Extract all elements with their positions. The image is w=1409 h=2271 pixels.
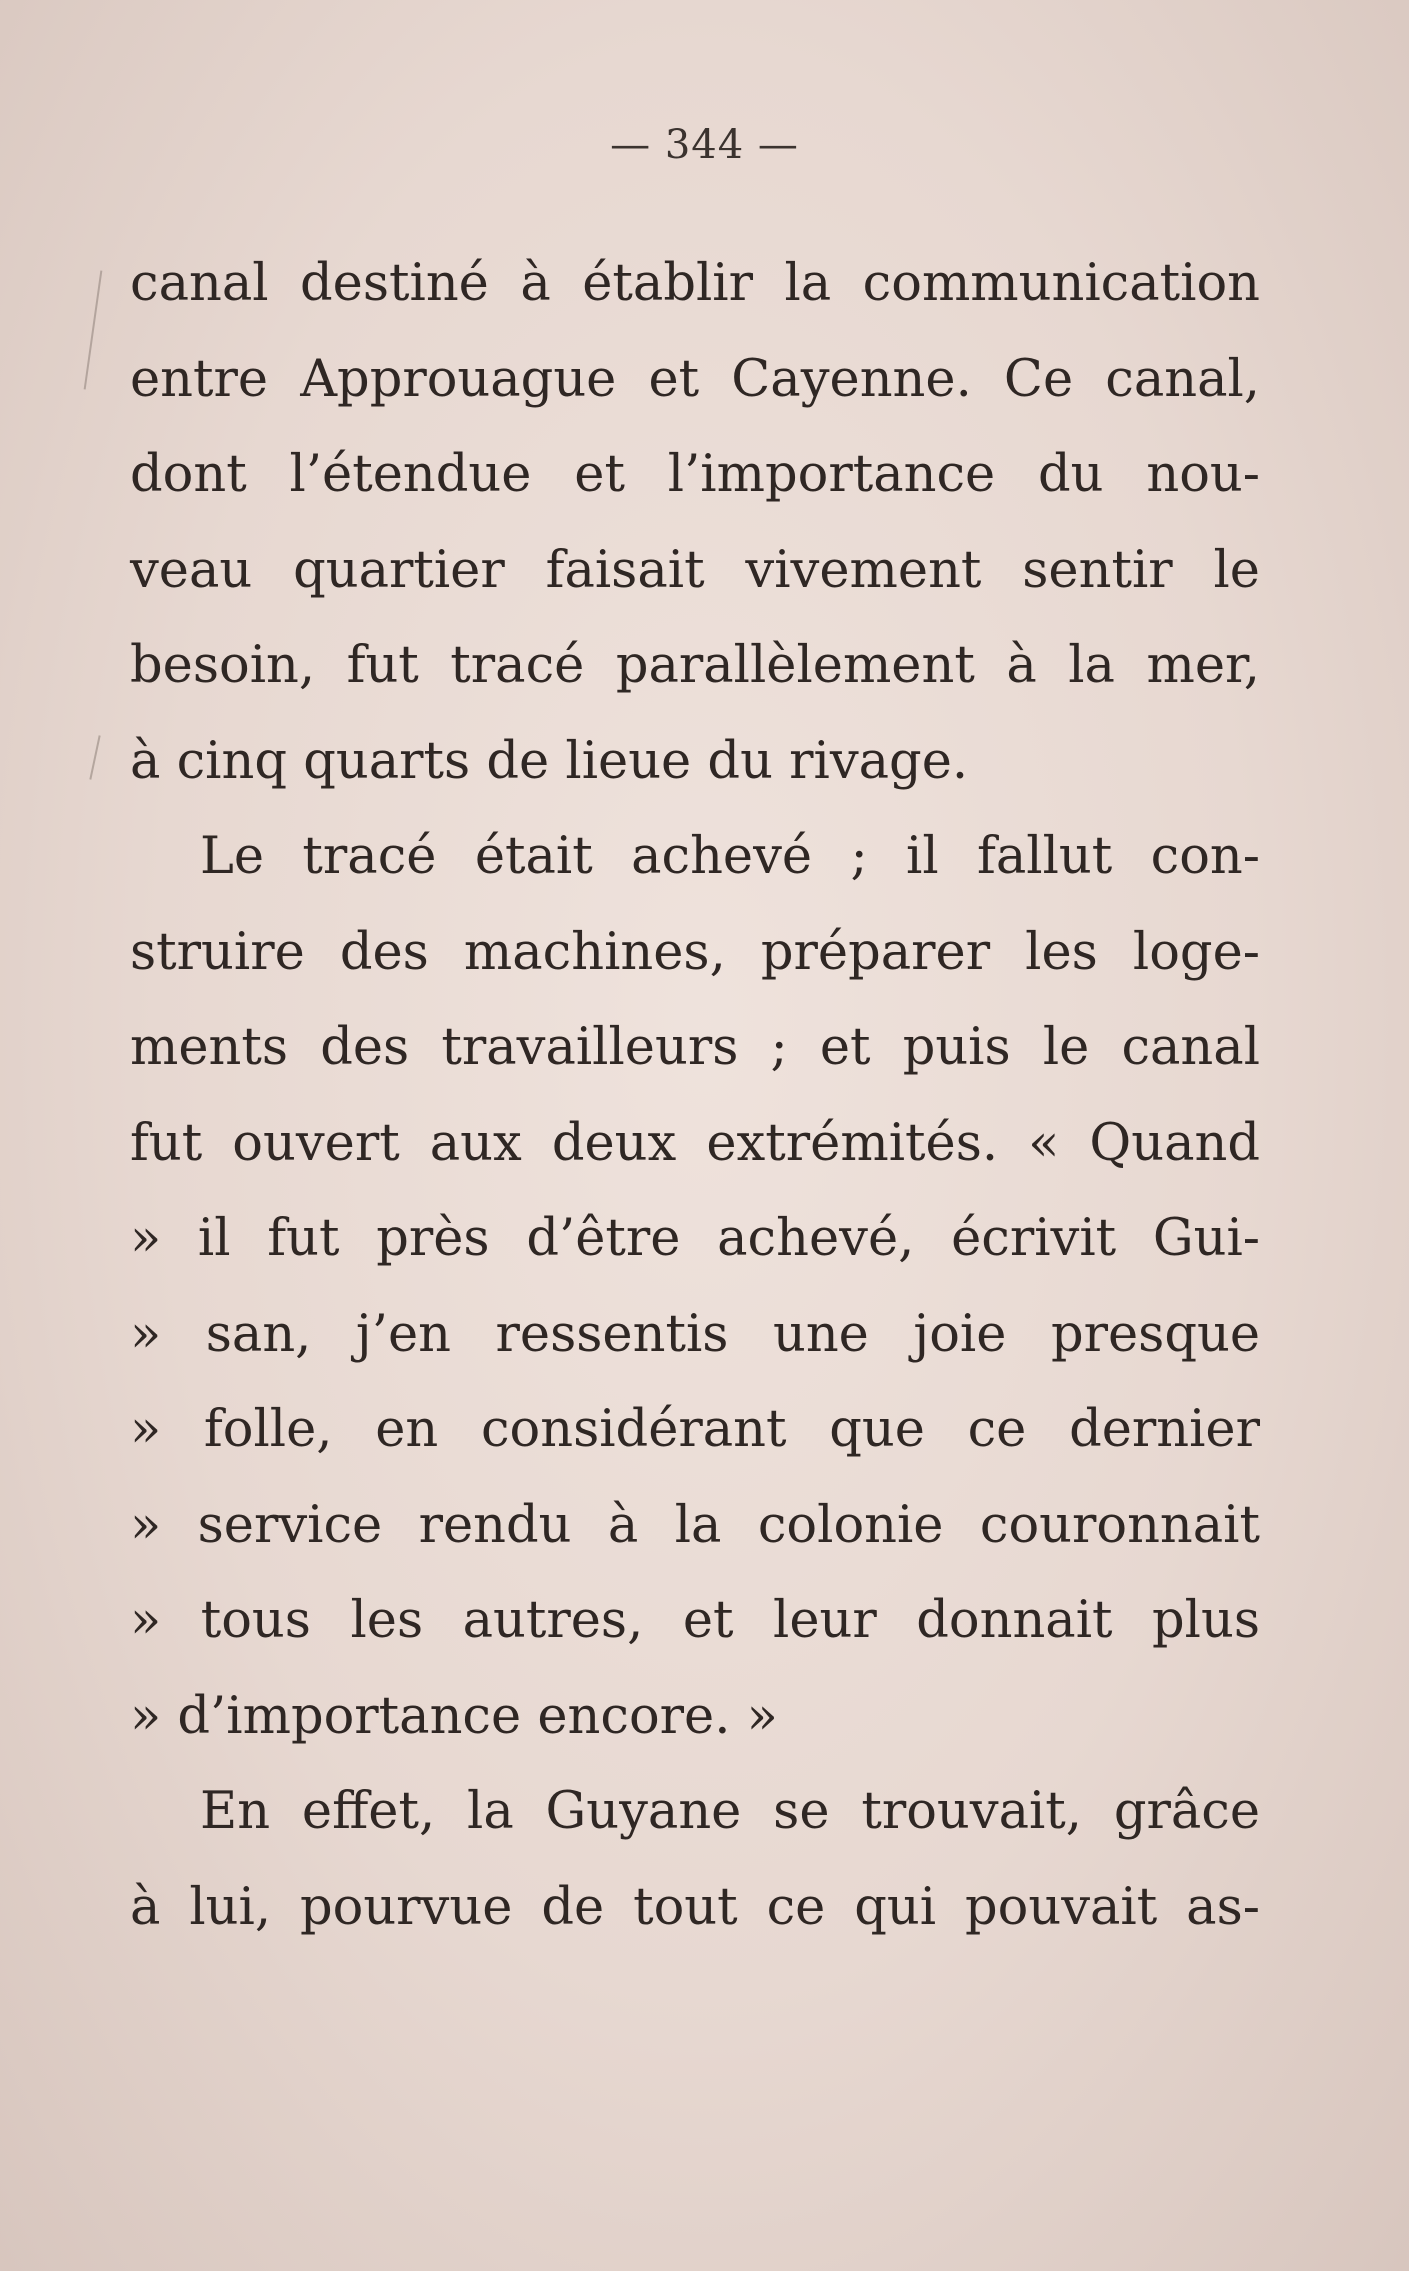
margin-pencil-mark xyxy=(89,735,100,779)
text-line: à lui, pourvue de tout ce qui pouvait as- xyxy=(130,1877,1260,1937)
text-line: veau quartier faisait vivement sentir le xyxy=(130,540,1260,600)
page-number: — 344 — xyxy=(610,122,799,168)
text-line: canal destiné à établir la communication xyxy=(130,254,1260,313)
paragraph-end-line: à cinq quarts de lieue du rivage. xyxy=(130,731,969,791)
body-text xyxy=(130,236,1260,1955)
text-line: ments des travailleurs ; et puis le canal xyxy=(130,1018,1260,1077)
text-line: dont l’étendue et l’importance du nou- xyxy=(130,445,1260,504)
margin-pencil-mark xyxy=(84,270,103,389)
text-line: besoin, fut tracé parallèlement à la mer, xyxy=(130,636,1260,695)
text-line: » service rendu à la colonie couronnait xyxy=(130,1495,1260,1555)
paragraph-start-line: Le tracé était achevé ; il fallut con- xyxy=(200,827,1260,886)
text-line: entre Approuague et Cayenne. Ce canal, xyxy=(130,349,1260,409)
text-line: » san, j’en ressentis une joie presque xyxy=(130,1304,1260,1364)
text-line: » tous les autres, et leur donnait plus xyxy=(130,1591,1260,1650)
paragraph-end-line: » d’importance encore. » xyxy=(130,1686,778,1746)
paragraph-start-line: En effet, la Guyane se trouvait, grâce xyxy=(200,1782,1260,1841)
text-line: struire des machines, préparer les loge- xyxy=(130,922,1260,982)
text-line: » folle, en considérant que ce dernier xyxy=(130,1400,1260,1459)
text-line: fut ouvert aux deux extrémités. « Quand xyxy=(130,1113,1260,1173)
text-line: » il fut près d’être achevé, écrivit Gui- xyxy=(130,1209,1260,1268)
